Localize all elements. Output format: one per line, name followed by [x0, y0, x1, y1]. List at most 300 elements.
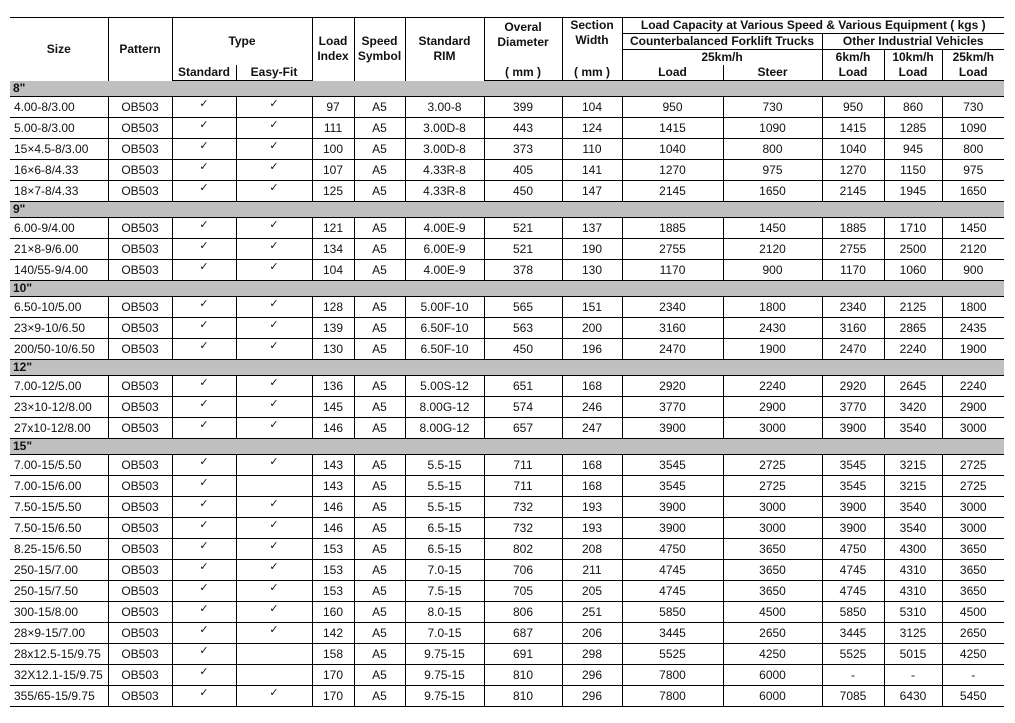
cell-speed-symbol: A5: [354, 260, 405, 281]
cell-overal-diameter: 405: [484, 160, 562, 181]
table-row: [10, 118, 1004, 139]
cell-speed-symbol: A5: [354, 376, 405, 397]
cell-pattern: OB503: [108, 260, 172, 281]
table-row: [10, 581, 1004, 602]
header-cf-load: Load: [622, 65, 723, 81]
cell-overal-diameter: 706: [484, 560, 562, 581]
cell-load-10kmh: 4300: [884, 539, 942, 560]
cell-overal-diameter: 657: [484, 418, 562, 439]
group-label: 8": [10, 81, 1004, 97]
cell-load-6kmh: 1415: [822, 118, 884, 139]
standard-check-icon: ✓: [172, 297, 236, 318]
cell-load-10kmh: -: [884, 665, 942, 686]
cell-load-6kmh: 1040: [822, 139, 884, 160]
cell-standard-rim: 6.5-15: [405, 518, 484, 539]
easyfit-check-icon: ✓: [236, 160, 312, 181]
cell-cf-load: 3900: [622, 497, 723, 518]
cell-size: 4.00-8/3.00: [10, 97, 108, 118]
cell-load-6kmh: 2755: [822, 239, 884, 260]
cell-load-10kmh: 945: [884, 139, 942, 160]
cell-section-width: 200: [562, 318, 622, 339]
cell-standard-rim: 6.5-15: [405, 539, 484, 560]
cell-pattern: OB503: [108, 297, 172, 318]
cell-standard-rim: 3.00-8: [405, 97, 484, 118]
cell-cf-load: 5850: [622, 602, 723, 623]
cell-cf-steer: 1090: [723, 118, 822, 139]
cell-cf-load: 5525: [622, 644, 723, 665]
cell-speed-symbol: A5: [354, 623, 405, 644]
cell-section-width: 193: [562, 497, 622, 518]
cell-cf-load: 3545: [622, 455, 723, 476]
cell-speed-symbol: A5: [354, 539, 405, 560]
cell-load-10kmh: 1150: [884, 160, 942, 181]
cell-load-10kmh: 2125: [884, 297, 942, 318]
header-standard-rim: Standard RIM: [405, 18, 484, 81]
easyfit-check-icon: ✓: [236, 602, 312, 623]
easyfit-check-icon: ✓: [236, 139, 312, 160]
cell-overal-diameter: 521: [484, 239, 562, 260]
cell-section-width: 147: [562, 181, 622, 202]
header-overal-diameter: [484, 18, 562, 66]
cell-pattern: OB503: [108, 686, 172, 707]
cell-cf-steer: 900: [723, 260, 822, 281]
cell-cf-steer: 975: [723, 160, 822, 181]
standard-check-icon: ✓: [172, 97, 236, 118]
cell-load-6kmh: 2470: [822, 339, 884, 360]
cell-standard-rim: 5.5-15: [405, 497, 484, 518]
standard-check-icon: ✓: [172, 665, 236, 686]
cell-pattern: OB503: [108, 418, 172, 439]
cell-load-index: 142: [312, 623, 354, 644]
cell-cf-load: 4750: [622, 539, 723, 560]
easyfit-check-icon: [236, 665, 312, 686]
standard-check-icon: ✓: [172, 418, 236, 439]
header-type: Type: [172, 18, 312, 66]
cell-cf-load: 2920: [622, 376, 723, 397]
table-row: [10, 623, 1004, 644]
cell-load-6kmh: 3545: [822, 455, 884, 476]
header-speed-6: 6km/h: [822, 50, 884, 66]
table-row: [10, 686, 1004, 707]
cell-cf-load: 1415: [622, 118, 723, 139]
easyfit-check-icon: ✓: [236, 339, 312, 360]
easyfit-check-icon: ✓: [236, 539, 312, 560]
cell-section-width: 124: [562, 118, 622, 139]
cell-load-6kmh: 4745: [822, 560, 884, 581]
table-row: [10, 318, 1004, 339]
cell-size: 23×9-10/6.50: [10, 318, 108, 339]
cell-speed-symbol: A5: [354, 318, 405, 339]
cell-cf-steer: 6000: [723, 665, 822, 686]
standard-check-icon: ✓: [172, 339, 236, 360]
header-other-vehicles: Other Industrial Vehicles: [822, 34, 1004, 50]
cell-load-10kmh: 3540: [884, 418, 942, 439]
cell-load-index: 146: [312, 497, 354, 518]
standard-check-icon: ✓: [172, 686, 236, 707]
cell-pattern: OB503: [108, 339, 172, 360]
cell-load-25kmh: 2435: [942, 318, 1004, 339]
table-row: [10, 397, 1004, 418]
cell-standard-rim: 4.00E-9: [405, 260, 484, 281]
standard-check-icon: ✓: [172, 397, 236, 418]
cell-load-10kmh: 3420: [884, 397, 942, 418]
cell-load-index: 130: [312, 339, 354, 360]
cell-cf-steer: 3650: [723, 581, 822, 602]
cell-load-10kmh: 3125: [884, 623, 942, 644]
cell-speed-symbol: A5: [354, 160, 405, 181]
cell-load-6kmh: 3900: [822, 418, 884, 439]
cell-load-index: 170: [312, 665, 354, 686]
cell-standard-rim: 7.5-15: [405, 581, 484, 602]
cell-load-index: 125: [312, 181, 354, 202]
cell-cf-load: 3445: [622, 623, 723, 644]
cell-load-6kmh: 3900: [822, 497, 884, 518]
cell-standard-rim: 9.75-15: [405, 686, 484, 707]
table-row: [10, 218, 1004, 239]
cell-overal-diameter: 802: [484, 539, 562, 560]
cell-load-index: 136: [312, 376, 354, 397]
cell-load-6kmh: 7085: [822, 686, 884, 707]
cell-load-25kmh: -: [942, 665, 1004, 686]
cell-load-6kmh: -: [822, 665, 884, 686]
cell-pattern: OB503: [108, 376, 172, 397]
cell-overal-diameter: 443: [484, 118, 562, 139]
table-row: [10, 376, 1004, 397]
cell-cf-steer: 730: [723, 97, 822, 118]
easyfit-check-icon: ✓: [236, 260, 312, 281]
cell-standard-rim: 6.50F-10: [405, 339, 484, 360]
cell-load-25kmh: 3000: [942, 418, 1004, 439]
cell-load-25kmh: 3000: [942, 497, 1004, 518]
cell-load-index: 153: [312, 581, 354, 602]
cell-section-width: 190: [562, 239, 622, 260]
cell-size: 32X12.1-15/9.75: [10, 665, 108, 686]
group-label: 15": [10, 439, 1004, 455]
cell-overal-diameter: 810: [484, 665, 562, 686]
header-cf-speed-25: 25km/h: [622, 50, 822, 66]
cell-size: 7.50-15/5.50: [10, 497, 108, 518]
cell-load-index: 153: [312, 560, 354, 581]
cell-cf-load: 3770: [622, 397, 723, 418]
cell-cf-steer: 3650: [723, 560, 822, 581]
header-speed-symbol: Speed Symbol: [354, 18, 405, 81]
cell-load-index: 111: [312, 118, 354, 139]
table-row: [10, 297, 1004, 318]
easyfit-check-icon: [236, 644, 312, 665]
cell-standard-rim: 4.33R-8: [405, 181, 484, 202]
cell-overal-diameter: 574: [484, 397, 562, 418]
cell-overal-diameter: 705: [484, 581, 562, 602]
cell-overal-diameter: 732: [484, 518, 562, 539]
cell-load-index: 146: [312, 418, 354, 439]
cell-load-25kmh: 4250: [942, 644, 1004, 665]
easyfit-check-icon: ✓: [236, 623, 312, 644]
cell-cf-load: 2145: [622, 181, 723, 202]
cell-section-width: 296: [562, 665, 622, 686]
easyfit-check-icon: ✓: [236, 97, 312, 118]
cell-standard-rim: 7.0-15: [405, 560, 484, 581]
table-row: [10, 518, 1004, 539]
table-header: [10, 18, 1004, 81]
table-row: [10, 560, 1004, 581]
cell-cf-steer: 800: [723, 139, 822, 160]
cell-load-6kmh: 950: [822, 97, 884, 118]
cell-load-6kmh: 5850: [822, 602, 884, 623]
cell-load-10kmh: 3215: [884, 476, 942, 497]
table-row: [10, 97, 1004, 118]
cell-load-25kmh: 2725: [942, 455, 1004, 476]
cell-load-6kmh: 4750: [822, 539, 884, 560]
cell-standard-rim: 8.00G-12: [405, 418, 484, 439]
header-25kmh-load: Load: [942, 65, 1004, 81]
cell-load-25kmh: 2120: [942, 239, 1004, 260]
header-load-capacity: Load Capacity at Various Speed & Various Equipment ( kgs ): [622, 18, 1004, 34]
cell-load-10kmh: 3215: [884, 455, 942, 476]
cell-section-width: 298: [562, 644, 622, 665]
standard-check-icon: ✓: [172, 139, 236, 160]
cell-size: 27x10-12/8.00: [10, 418, 108, 439]
cell-cf-steer: 2430: [723, 318, 822, 339]
cell-load-6kmh: 4745: [822, 581, 884, 602]
cell-size: 6.50-10/5.00: [10, 297, 108, 318]
cell-load-6kmh: 3770: [822, 397, 884, 418]
cell-speed-symbol: A5: [354, 518, 405, 539]
cell-section-width: 130: [562, 260, 622, 281]
cell-load-index: 121: [312, 218, 354, 239]
cell-cf-load: 3545: [622, 476, 723, 497]
cell-load-10kmh: 3540: [884, 518, 942, 539]
cell-cf-load: 7800: [622, 665, 723, 686]
header-overal-diameter-label: Overal Diameter: [497, 20, 549, 49]
header-pattern: Pattern: [108, 18, 172, 81]
cell-standard-rim: 4.00E-9: [405, 218, 484, 239]
cell-size: 140/55-9/4.00: [10, 260, 108, 281]
cell-load-10kmh: 2865: [884, 318, 942, 339]
cell-load-25kmh: 3650: [942, 581, 1004, 602]
table-row: [10, 539, 1004, 560]
cell-cf-load: 950: [622, 97, 723, 118]
table-row: [10, 644, 1004, 665]
cell-load-25kmh: 4500: [942, 602, 1004, 623]
easyfit-check-icon: ✓: [236, 181, 312, 202]
easyfit-check-icon: ✓: [236, 318, 312, 339]
table-row: [10, 476, 1004, 497]
cell-standard-rim: 8.0-15: [405, 602, 484, 623]
easyfit-check-icon: ✓: [236, 518, 312, 539]
cell-section-width: 205: [562, 581, 622, 602]
cell-overal-diameter: 806: [484, 602, 562, 623]
easyfit-check-icon: ✓: [236, 418, 312, 439]
cell-load-index: 160: [312, 602, 354, 623]
table-row: [10, 602, 1004, 623]
easyfit-check-icon: ✓: [236, 581, 312, 602]
cell-load-10kmh: 2500: [884, 239, 942, 260]
cell-section-width: 151: [562, 297, 622, 318]
cell-pattern: OB503: [108, 397, 172, 418]
easyfit-check-icon: ✓: [236, 118, 312, 139]
cell-cf-steer: 3000: [723, 497, 822, 518]
cell-speed-symbol: A5: [354, 602, 405, 623]
cell-size: 7.00-15/5.50: [10, 455, 108, 476]
cell-speed-symbol: A5: [354, 118, 405, 139]
cell-standard-rim: 3.00D-8: [405, 139, 484, 160]
group-row: [10, 202, 1004, 218]
group-label: 9": [10, 202, 1004, 218]
cell-pattern: OB503: [108, 218, 172, 239]
cell-load-6kmh: 3900: [822, 518, 884, 539]
cell-overal-diameter: 711: [484, 455, 562, 476]
cell-load-index: 134: [312, 239, 354, 260]
cell-overal-diameter: 373: [484, 139, 562, 160]
cell-load-6kmh: 3445: [822, 623, 884, 644]
cell-cf-load: 3900: [622, 418, 723, 439]
cell-size: 23×10-12/8.00: [10, 397, 108, 418]
cell-section-width: 193: [562, 518, 622, 539]
cell-pattern: OB503: [108, 160, 172, 181]
table-body: [10, 81, 1004, 707]
cell-overal-diameter: 563: [484, 318, 562, 339]
header-speed-25: 25km/h: [942, 50, 1004, 66]
cell-cf-steer: 4250: [723, 644, 822, 665]
cell-section-width: 137: [562, 218, 622, 239]
cell-standard-rim: 9.75-15: [405, 665, 484, 686]
cell-speed-symbol: A5: [354, 644, 405, 665]
cell-speed-symbol: A5: [354, 239, 405, 260]
cell-speed-symbol: A5: [354, 455, 405, 476]
standard-check-icon: ✓: [172, 318, 236, 339]
cell-speed-symbol: A5: [354, 218, 405, 239]
easyfit-check-icon: ✓: [236, 397, 312, 418]
header-type-standard: Standard: [172, 65, 236, 81]
cell-cf-load: 4745: [622, 560, 723, 581]
cell-load-index: 100: [312, 139, 354, 160]
cell-size: 7.00-15/6.00: [10, 476, 108, 497]
cell-load-25kmh: 5450: [942, 686, 1004, 707]
cell-load-25kmh: 3650: [942, 539, 1004, 560]
cell-cf-steer: 2120: [723, 239, 822, 260]
standard-check-icon: ✓: [172, 581, 236, 602]
cell-load-6kmh: 2920: [822, 376, 884, 397]
standard-check-icon: ✓: [172, 623, 236, 644]
cell-load-25kmh: 800: [942, 139, 1004, 160]
table-row: [10, 160, 1004, 181]
cell-cf-load: 1040: [622, 139, 723, 160]
standard-check-icon: ✓: [172, 160, 236, 181]
easyfit-check-icon: [236, 476, 312, 497]
cell-load-25kmh: 3650: [942, 560, 1004, 581]
cell-load-6kmh: 2340: [822, 297, 884, 318]
standard-check-icon: ✓: [172, 539, 236, 560]
cell-load-25kmh: 3000: [942, 518, 1004, 539]
cell-load-index: 158: [312, 644, 354, 665]
cell-cf-load: 2470: [622, 339, 723, 360]
cell-pattern: OB503: [108, 518, 172, 539]
cell-section-width: 168: [562, 476, 622, 497]
tyre-specification-table: [10, 17, 1004, 707]
header-type-easyfit: Easy-Fit: [236, 65, 312, 81]
cell-cf-load: 1270: [622, 160, 723, 181]
cell-section-width: 247: [562, 418, 622, 439]
cell-size: 15×4.5-8/3.00: [10, 139, 108, 160]
standard-check-icon: ✓: [172, 476, 236, 497]
table-row: [10, 260, 1004, 281]
cell-cf-load: 3160: [622, 318, 723, 339]
cell-load-10kmh: 5015: [884, 644, 942, 665]
cell-section-width: 110: [562, 139, 622, 160]
cell-size: 200/50-10/6.50: [10, 339, 108, 360]
cell-cf-load: 2340: [622, 297, 723, 318]
cell-pattern: OB503: [108, 497, 172, 518]
standard-check-icon: ✓: [172, 239, 236, 260]
cell-load-10kmh: 3540: [884, 497, 942, 518]
table-row: [10, 497, 1004, 518]
cell-pattern: OB503: [108, 539, 172, 560]
cell-cf-steer: 1650: [723, 181, 822, 202]
cell-size: 6.00-9/4.00: [10, 218, 108, 239]
standard-check-icon: ✓: [172, 455, 236, 476]
cell-pattern: OB503: [108, 665, 172, 686]
cell-size: 16×6-8/4.33: [10, 160, 108, 181]
cell-pattern: OB503: [108, 139, 172, 160]
cell-cf-steer: 3000: [723, 518, 822, 539]
header-10kmh-load: Load: [884, 65, 942, 81]
cell-overal-diameter: 378: [484, 260, 562, 281]
header-speed-10: 10km/h: [884, 50, 942, 66]
cell-speed-symbol: A5: [354, 339, 405, 360]
cell-cf-load: 1170: [622, 260, 723, 281]
cell-speed-symbol: A5: [354, 476, 405, 497]
cell-cf-steer: 2900: [723, 397, 822, 418]
cell-cf-steer: 2650: [723, 623, 822, 644]
cell-cf-steer: 6000: [723, 686, 822, 707]
table-row: [10, 665, 1004, 686]
cell-speed-symbol: A5: [354, 581, 405, 602]
standard-check-icon: ✓: [172, 118, 236, 139]
cell-load-6kmh: 5525: [822, 644, 884, 665]
cell-cf-load: 3900: [622, 518, 723, 539]
header-load-index: Load Index: [312, 18, 354, 81]
cell-standard-rim: 7.0-15: [405, 623, 484, 644]
cell-overal-diameter: 450: [484, 339, 562, 360]
cell-cf-steer: 1900: [723, 339, 822, 360]
header-size: Size: [10, 18, 108, 81]
cell-section-width: 141: [562, 160, 622, 181]
cell-load-25kmh: 2900: [942, 397, 1004, 418]
cell-speed-symbol: A5: [354, 686, 405, 707]
cell-load-10kmh: 1060: [884, 260, 942, 281]
standard-check-icon: ✓: [172, 518, 236, 539]
cell-standard-rim: 5.00S-12: [405, 376, 484, 397]
table-row: [10, 418, 1004, 439]
cell-pattern: OB503: [108, 581, 172, 602]
cell-load-index: 146: [312, 518, 354, 539]
cell-pattern: OB503: [108, 181, 172, 202]
cell-speed-symbol: A5: [354, 397, 405, 418]
cell-pattern: OB503: [108, 476, 172, 497]
header-cf-steer: Steer: [723, 65, 822, 81]
cell-cf-load: 1885: [622, 218, 723, 239]
group-label: 10": [10, 281, 1004, 297]
cell-section-width: 206: [562, 623, 622, 644]
cell-section-width: 104: [562, 97, 622, 118]
cell-speed-symbol: A5: [354, 181, 405, 202]
table-row: [10, 139, 1004, 160]
cell-section-width: 208: [562, 539, 622, 560]
cell-load-10kmh: 2645: [884, 376, 942, 397]
cell-overal-diameter: 687: [484, 623, 562, 644]
cell-load-10kmh: 6430: [884, 686, 942, 707]
cell-section-width: 211: [562, 560, 622, 581]
